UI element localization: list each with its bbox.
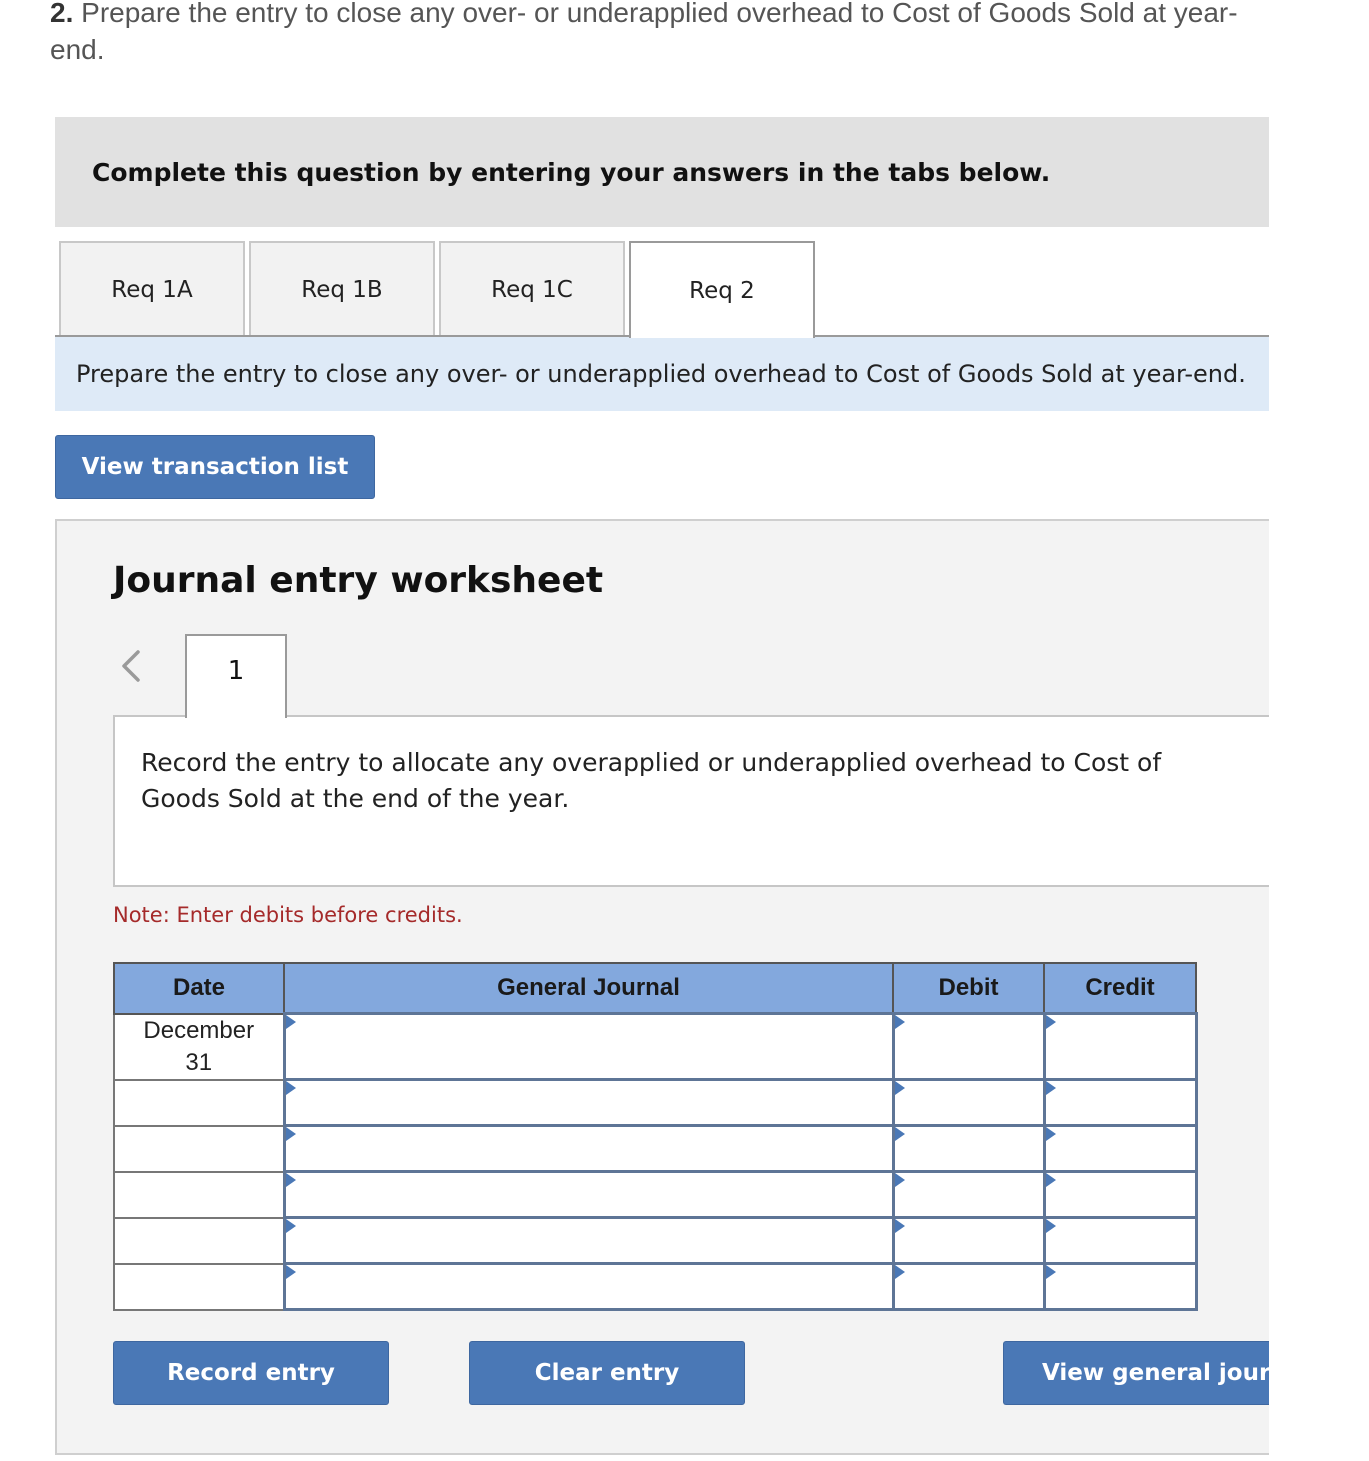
- account-input[interactable]: [286, 1270, 892, 1304]
- dropdown-arrow-icon: [895, 1173, 905, 1187]
- debit-input[interactable]: [895, 1178, 1043, 1212]
- entry-tab-1[interactable]: 1: [185, 634, 287, 718]
- dropdown-arrow-icon: [1046, 1173, 1056, 1187]
- debit-input[interactable]: [895, 1086, 1043, 1120]
- view-general-journal-button[interactable]: View general journal: [1003, 1341, 1269, 1405]
- debit-input[interactable]: [895, 1224, 1043, 1258]
- debit-cell[interactable]: [893, 1126, 1044, 1172]
- dropdown-arrow-icon: [895, 1015, 905, 1029]
- account-input[interactable]: [286, 1224, 892, 1258]
- account-input[interactable]: [286, 1030, 892, 1064]
- account-cell[interactable]: [284, 1080, 893, 1126]
- date-cell: [114, 1264, 284, 1310]
- credit-cell[interactable]: [1044, 1172, 1196, 1218]
- table-row: [114, 1264, 1196, 1310]
- date-header: Date: [114, 963, 284, 1014]
- credit-cell[interactable]: [1044, 1126, 1196, 1172]
- requirement-instruction: [55, 337, 1269, 411]
- worksheet-title: Journal entry worksheet: [113, 560, 604, 601]
- dropdown-arrow-icon: [286, 1173, 296, 1187]
- table-row: [114, 1218, 1196, 1264]
- dropdown-arrow-icon: [286, 1219, 296, 1233]
- table-row: [114, 1172, 1196, 1218]
- account-cell[interactable]: [284, 1014, 893, 1080]
- date-cell: [114, 1080, 284, 1126]
- account-cell[interactable]: [284, 1218, 893, 1264]
- credit-cell[interactable]: [1044, 1218, 1196, 1264]
- tab-req-1a[interactable]: Req 1A: [59, 241, 245, 336]
- credit-cell[interactable]: [1044, 1080, 1196, 1126]
- account-cell[interactable]: [284, 1126, 893, 1172]
- date-cell: [114, 1126, 284, 1172]
- date-value: December 31: [143, 1016, 255, 1076]
- entry-note: Note: Enter debits before credits.: [113, 903, 463, 927]
- chevron-left-icon[interactable]: [118, 646, 148, 686]
- account-input[interactable]: [286, 1132, 892, 1166]
- dropdown-arrow-icon: [286, 1081, 296, 1095]
- dropdown-arrow-icon: [895, 1127, 905, 1141]
- debit-input[interactable]: [895, 1030, 1043, 1064]
- debit-input[interactable]: [895, 1132, 1043, 1166]
- view-transaction-list-button[interactable]: View transaction list: [55, 435, 375, 499]
- tab-req-2[interactable]: Req 2: [629, 241, 815, 338]
- dropdown-arrow-icon: [286, 1265, 296, 1279]
- debit-cell[interactable]: [893, 1218, 1044, 1264]
- debit-cell[interactable]: [893, 1172, 1044, 1218]
- instructions-banner: [55, 117, 1269, 227]
- dropdown-arrow-icon: [1046, 1219, 1056, 1233]
- dropdown-arrow-icon: [895, 1219, 905, 1233]
- account-cell[interactable]: [284, 1264, 893, 1310]
- dropdown-arrow-icon: [286, 1015, 296, 1029]
- clear-entry-button[interactable]: Clear entry: [469, 1341, 745, 1405]
- table-row: [114, 1126, 1196, 1172]
- table-row: [114, 1014, 1196, 1080]
- question-body: Prepare the entry to close any over- or underapplied overhead to Cost of Goods Sold at year-end.: [50, 0, 1238, 65]
- entry-description-text: Record the entry to allocate any overapplied or underapplied overhead to Cost of Goods Sold at the end of the year.: [141, 748, 1162, 813]
- credit-cell[interactable]: [1044, 1014, 1196, 1080]
- debit-cell[interactable]: [893, 1264, 1044, 1310]
- dropdown-arrow-icon: [1046, 1127, 1056, 1141]
- journal-table: [113, 962, 1198, 1311]
- banner-text: Complete this question by entering your answers in the tabs below.: [92, 157, 1051, 187]
- question-text: [50, 0, 1260, 68]
- tab-req-1c[interactable]: Req 1C: [439, 241, 625, 336]
- credit-input[interactable]: [1046, 1030, 1195, 1064]
- requirement-tabs: [59, 241, 1269, 337]
- credit-input[interactable]: [1046, 1086, 1195, 1120]
- credit-input[interactable]: [1046, 1178, 1195, 1212]
- debit-input[interactable]: [895, 1270, 1043, 1304]
- date-cell: [114, 1172, 284, 1218]
- credit-header: Credit: [1044, 963, 1196, 1014]
- credit-input[interactable]: [1046, 1132, 1195, 1166]
- debit-cell[interactable]: [893, 1014, 1044, 1080]
- dropdown-arrow-icon: [1046, 1015, 1056, 1029]
- credit-input[interactable]: [1046, 1270, 1195, 1304]
- dropdown-arrow-icon: [286, 1127, 296, 1141]
- instruction-text: Prepare the entry to close any over- or underapplied overhead to Cost of Goods Sold at year-end.: [76, 360, 1246, 388]
- general-journal-header: General Journal: [284, 963, 893, 1014]
- account-cell[interactable]: [284, 1172, 893, 1218]
- date-cell: [114, 1014, 284, 1080]
- question-number: 2.: [50, 0, 74, 28]
- credit-input[interactable]: [1046, 1224, 1195, 1258]
- account-input[interactable]: [286, 1086, 892, 1120]
- record-entry-button[interactable]: Record entry: [113, 1341, 389, 1405]
- account-input[interactable]: [286, 1178, 892, 1212]
- dropdown-arrow-icon: [1046, 1265, 1056, 1279]
- debit-header: Debit: [893, 963, 1044, 1014]
- table-row: [114, 1080, 1196, 1126]
- entry-description: [113, 715, 1269, 887]
- date-cell: [114, 1218, 284, 1264]
- dropdown-arrow-icon: [895, 1081, 905, 1095]
- debit-cell[interactable]: [893, 1080, 1044, 1126]
- dropdown-arrow-icon: [895, 1265, 905, 1279]
- tab-req-1b[interactable]: Req 1B: [249, 241, 435, 336]
- dropdown-arrow-icon: [1046, 1081, 1056, 1095]
- credit-cell[interactable]: [1044, 1264, 1196, 1310]
